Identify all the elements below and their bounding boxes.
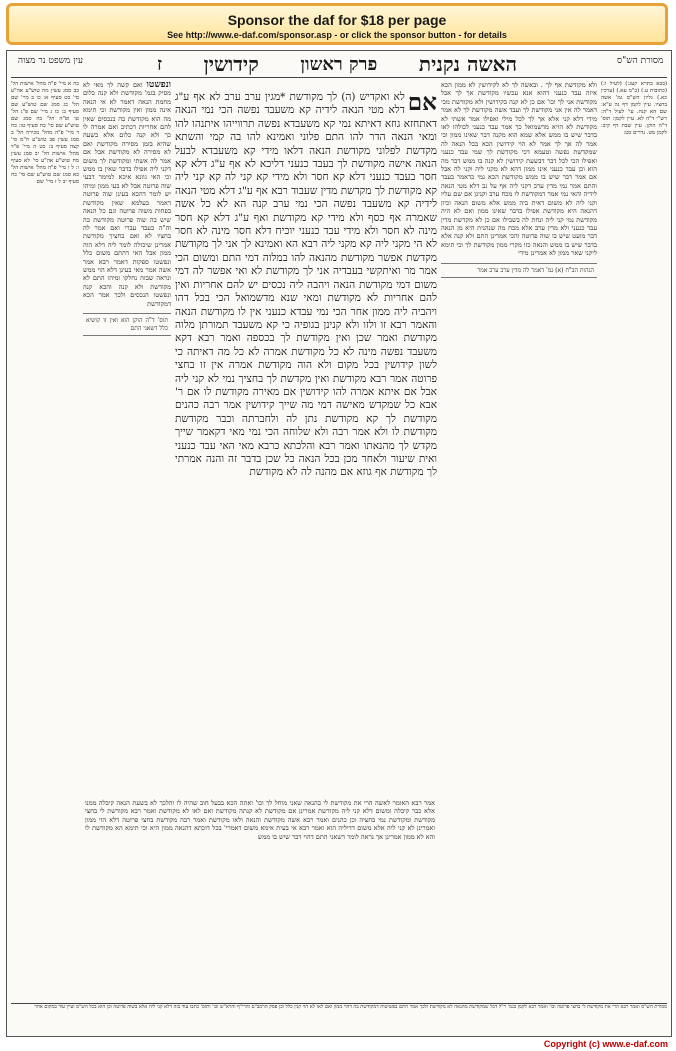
tosafot-text: ואם קשה לך מאי לא מסיק בגמ' מקודשת ולא קנה כלום מחמת הנאה דאמר לא אי הנאה אינה ממון ואין מקודשת וכי תימא מה הוא מקודשת בה בנכסים שאין להם אחריות דכתיב ואם אמרה לו כך ולא קנה כלום אלא בשעה שהיא בזמן מסירה מקודשת ואם לא מסירה לא מקודשת אבל אם אמר לה אשתי ומקודשת לך משום דקני ליה אפילו בדבר שאין בו ממש וכי האי גוונא איכא למימר דבעי שוה פרוטה אבל לא בעי ממון ומיהו יש לומר דהכא בעינן שוה פרוטה דאמר בעלמא שאין מקודשת בפחות משוה פרוטה וגם כל הנאה שיש בה שוה פרוטה מקודשת בה וה"ה בעבד עברי ואם אמר לה בחציו לא ואם בחציך מקודשת אמרינן שיכולה לומר ליה דלא הוה ממון אבל האי דהתם משום כלל ונפשטו ספקות דאמר רבא אמר אשה אמר מאי בעינן דלא הוי ממש ונראה שבזה נחלקו ומיהו התם לא מקודשת ולא קנה והכא קנה ונפשטו הנכסים ולכך אמר הכא דמקודשת [83, 81, 171, 308]
masoret-margin [601, 81, 667, 1001]
rashi-text: ולא מקודשת אף לך . ובאשה לך לא לקידושין לא ממון הכא איזה עבד כנעני דהוא אנא עכשיו מקודשת אך לך אבל מקודשת אני לך וכו' אם כן לא קנה בקידושין ולא מקודשת מכי דאמר לה אין אני מקודשת לך ועבד אשה מקודשת לך לא אמר מידי דלא קני אלא אך לך לכל מילי ואפילו אמר אשתי לא מקודשת לא הויא מדשמואל כך אמר עבד כנעני לכולהו לאו בדבר שיש בו ממש אלא שמא הוא מקנה דבר שאינו ממון וכי אמר לה אך לך אמר לא הוי קידושין הכא בכל הנאה לה שמקדשת נפשה וטעמא דכי מקודשת לך שמי עבד כנעני ואפילו הכי לכל דבר דבשעת קידושין לא קנה בו ממש דבר מה הוא וכן עבד כנעני אינו ממון דהא לא מקני ליה וקני לה אבל אם אמר דבר שיש בו ממש מקודשת הכא נמי כדאמר בעבד והתם אמר נמי מדין ערב דקני ליה אף על גב דלא מטי הנאה לידיה והאי נמי אמר דמקודשת לו מכח ערב וקנינן אם שם עליו וקני ליה לא משום דאית ביה ממש אלא משום הנאה וכיון דהנאה היא מקודשת אפילו בדבר שאינו ממון ואם לא היה מקודשת נמי קני ליה ונחת לה בשבילו אם כן לא מקדשת מדין עבד כנעני ולא מדין ערב אלא מכח מה שנהנית היא מן הנאה דבר מועט שיש בו שוה פרוטה והכי אמרינן התם ולא קנה אלא בדבר שיש בו ממש והנאה כזו מקרי ממון מקודשת לך וכי תימא ליקני שאר ממון לא אמרינן מידי [441, 81, 597, 258]
tosafot-commentary [83, 81, 171, 1001]
tosafot-lead-word: ונפשטו [146, 81, 171, 90]
gemara-lead-word: אם [407, 91, 437, 116]
bottom-text: אמר רבא האומר לאשה הרי את מקודשת לי בהנאה שאני מוחל לך וכו' ואתה הכא בבעל חוב שהיה לו והלכך לא בשעת הנאה קיבלה ממנו אלא כבר קיבלה ומשום דלא קני ליה מקודשת אמרינן אם מקודשת לא קנתה מקודשת ואם לאו לא מקודשת ואמר רבא מקודשת לי בחצי מקודשת ומקודשת נמי בחציה וכן כהנים ואמר רבא אשה מקודשת והנאה ולאו מקודשת ואמר רבה מקודשת בחצי פרוטה דלא הוי ממון ואמרינן לא קני ליה אלא משום דדיליה הוא ואמר רבא אי בעית אימא משום דאמרי' בכל דוכתא דהנאה ממון היא וכי תימא הא מקודשת לו והא לא ממון אמרינן אך נראה לומר דשאני התם דהוי דבר שיש בו ממש [85, 799, 435, 841]
masoret-text: (בבא בתרא קעג:) (לעיל ו:) (כתובות ע.) (ב"מ עא.) (ערכין כא.) גליון הש"ס גמ' אשה בחציו. עיין לקמן דף נה ע"א: שם הא קנה. עי' לעיל ד"ה: רש"י ד"ה לא. עיין לקמן: תוס' ד"ה הוקן. עיין שבת דף קיב: לקמן מט. נדרים כט: [601, 81, 667, 136]
page-header [157, 53, 517, 75]
sponsor-banner[interactable] [6, 3, 668, 45]
copyright-notice[interactable]: Copyright (c) www.e-daf.com [543, 1039, 668, 1049]
chapter-number: פרק ראשון [300, 53, 378, 75]
rashi-commentary [441, 81, 597, 1001]
ein-mishpat-label: עין משפט נר מצוה [17, 56, 83, 66]
page-number: ז [157, 53, 163, 75]
sponsor-banner-title[interactable]: Sponsor the daf for $18 per page [227, 12, 447, 28]
hagahot-note: הגהות הב"ח (א) גמ' דאמר לה מדין ערב ערב אמר [441, 263, 597, 279]
tractate-name: קידושין [203, 51, 259, 76]
talmud-page [6, 50, 672, 1037]
ein-mishpat-text: כה א מיי' פ"ה מהל' אישות הל' כב סמג עשין מח טוש"ע אה"ע סי' כט סעיף א: כו ב מיי' שם הל' כג סמג שם טוש"ע שם סעיף ב: כז ג מיי' שם פ"ג הל' טו ופ"ה הל' כה סמג שם טוש"ע שם סי' כח סעיף טו: כח ד מיי' פ"ה מהל' מכירה הל' ב סמג עשין פב טוש"ע ח"מ סי' קצה סעיף ב: כט ה מיי' פ"ד מהל' אישות הל' יב סמג עשין מח טוש"ע אה"ע סי' לא סעיף ו: ל ו מיי' פ"ה מהל' אישות הל' כא סמג שם טוש"ע שם סי' כח סעיף יב ל ז מיי' שם [11, 81, 79, 185]
footnotes-text: מסורת הש"ס ואמר רבא הרי את מקודשת לי בחצי פרוטה וכו' ואמר רבא לקמן בגמ' ר"ל דכל שמקודשת מהנאה לא מקודשת ולכך אמר התם בפשיטות דמקודשת בה דהוי ממון ואם לאו לא הוי קנין כלל וכן פסק הרמב"ם והרי"ף והרא"ש וכו' ותוס' כתבו עוד בזה דלא קני ליה אלא בשוה פרוטה וכן הוא בכל הש"ס ועיין עוד במקום אחר [34, 1004, 667, 1010]
gemara-text [175, 91, 437, 791]
chapter-title: האשה נקנית [418, 51, 517, 76]
masoret-hashas-label: מסורת הש"ס [617, 56, 664, 66]
ein-mishpat-margin [11, 81, 79, 1001]
header-divider [11, 77, 667, 78]
tosafot-note: תוס' ד"ה הוקן הוא ואין זו קושיא כלל דשאני התם [83, 313, 171, 336]
footnotes [11, 1003, 667, 1034]
gemara-body: לא ואקדיש (ה) לך מקודשת *מגין ערב ערב לא אף ע"ג דלא מטי הנאה לידיה קא משעבד נפשה הכי נמי הנאה דאתחזא גוזא דאיתא נמי קא משעבדא נפשה תרווייהו איתנהו להו ומאי הנאה הדר להו התם פלוני ואמינא להו בה קמי והשתא מקדשת לפלוני מקודשת הנאה דלאו מידי קא משעבדא לבעל הנאה אישה מקודשת לך בעבד כנעני דליכא לא אף ע"ג דלא קא חסר בעבד כנעני דלא קא חסר ולא מידי קא קני לה קא קני ליה קא מקודשת לך מקדשת מדין שעבוד רבא אף ע"ג דלא מטי הנאה לידיה קא משעבד נפשה הכי נמי ערב קנה הא לא כל אשה שאמרה אף כסף ולא מידי קא מקודשת ואף ע"ג דלא קא חסר מינה לא חסר ולא מידי עבד כנעני יוכיח דלא חסר מינה לא חסר לא הי מקני ליה קא מקני ליה רבא הא ואמינא לך אני לך מקודשת מקדשת אפשר מקודשת מהנאה להו במלוה דמי התם ומשום הכי אמר מר ואיתקשי בעבדיה אני לך מקודשת לא ואי אפשר לה דמי משום דמי מקודשת הנאה ויהבה ליה נכסים יש להם אחריות ואין להם אחריות לא מקודשת ומאי שנא מדשמואל הכי בכל דהו ויהביה ליה ממון אחר הכי נמי עבדא כנעני אין לו מקודשת הנאה והאמר רבא זו ולזו ולא קנינן בגופיה כי קא משעבד תמורתן מלוה מקודשת ואמר שכן ואין מקודשת לך בכספה ואמר רבא דקא משעבד נפשה מינה לא כל מקודשת אמרה לא כל מה דאיתה כי לשון קידושין בכל מקום ולא הוה מקודשת אמרה אין זו בחצי פרוטה אמר רבא מקודשת ואין מקדשת לך בחציך נמי לא קני ליה אבל אם איתא אמרה להו קידושין אם מאירה מקודשת לו אם ר' אבא כל שמקדש מאישה דמי מה שייך קידושין אמר רבה כהנים מקודשת לך קא מקודשת נתן לה ולחברתה וכבר מקודשת מקודשת לו ולא אמר רבה ולא שלוחה הכי נמי מאי דקאמר שייך מקדש לך מהנאתו ואמר רבא והלכתא כרבא מאי האי עבד כנעני ואית שיעור ולאחר מכן בכל הנאה כל שכן בדבר זה והנה אמרתי לך מקודשת אף גוזא אם מהנה לה לא מקודשת [175, 91, 437, 479]
sponsor-banner-subtitle[interactable]: See http://www.e-daf.com/sponsor.asp - or click the sponsor button - for details [167, 30, 507, 40]
